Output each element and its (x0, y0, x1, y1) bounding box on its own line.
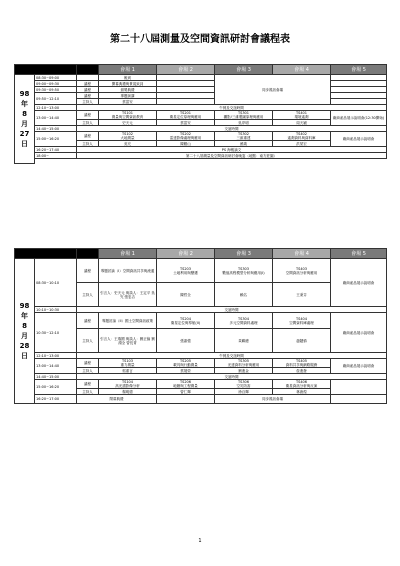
time-slot: 12:10~13:00 (35, 105, 77, 111)
room2-empty (157, 395, 215, 404)
chair: 徐百輝 (215, 389, 273, 395)
session-ts103: TS103 重力測量 (99, 359, 157, 368)
row-label: 主持人 (77, 368, 99, 374)
chair: 林唐煌 (273, 389, 331, 395)
room-header-5: 會場 5 (331, 249, 387, 259)
chair: 陳哲全 (157, 283, 215, 307)
session-ts401: TS401 環境遙測 (273, 111, 331, 120)
row-label: 主持人 (77, 99, 99, 105)
panel-hosts: 引言人：王瑞國 與談人：劉正倫 劉淵全 曾長青 (99, 329, 157, 353)
session-ts304: TS304 多元空間資料處理 (215, 313, 273, 329)
time-slot: 14:40~15:00 (35, 126, 77, 132)
time-slot: 09:50~12:10 (35, 93, 77, 105)
chair: 洪榮宏 (273, 141, 331, 147)
row-label: 主持人 (77, 329, 99, 353)
lunch-band: 午餐及交誼時間 (77, 353, 387, 359)
chair: 楊明德 (99, 389, 157, 395)
session-ts104: TS104 高光譜影像分析 (99, 380, 157, 389)
opening-event: 報到 (99, 75, 157, 81)
chair: 蔡富安 (157, 120, 215, 126)
session-ts201: TS201 衛星定位原理與應用 (157, 111, 215, 120)
chair: 郭重言 (99, 368, 157, 374)
row-label: 議程 (77, 259, 99, 283)
session-ts302: TS302 三維重建 (215, 132, 273, 141)
session-ts404: TS404 空間資料庫處理 (273, 313, 331, 329)
row-label: 議程 (77, 87, 99, 93)
day2-schedule-table (14, 248, 387, 404)
chair: 陳鶴山 (157, 141, 215, 147)
page-title: 第二十八屆測量及空間資訊研討會議程表 (110, 34, 290, 45)
chair: 周天穎 (273, 120, 331, 126)
room-header-row (15, 65, 387, 75)
break-band: 交誼時間 (77, 374, 387, 380)
row-label: 議程 (77, 359, 99, 368)
chair: 詹進發 (273, 368, 331, 374)
day2-date-label: 98 年 8 月 28 日 (15, 259, 35, 404)
exhibit-room5: 廠商產品展示說明會 (331, 359, 387, 374)
header-blank (15, 249, 77, 259)
session-ts205: TS205 載具與行動測量 (157, 359, 215, 368)
row-label: 議程 (77, 111, 99, 120)
session-ts402: TS402 遙測資料與資料庫 (273, 132, 331, 141)
opening-side-room: 同步視訊會場 (215, 75, 331, 105)
dinner-band: 第二十八屆測量及空間資訊研討會晚宴（地點：南方莊園） (77, 153, 387, 159)
session-ts202: TS202 雷達影像處理與應用 (157, 132, 215, 141)
time-slot: 12:10~13:00 (35, 353, 77, 359)
row-label: 主持人 (77, 283, 99, 307)
room-header-3: 會場 3 (215, 65, 273, 75)
time-slot: 15:00~16:20 (35, 132, 77, 147)
time-slot: 13:00~14:40 (35, 359, 77, 374)
room-header-1: 會場 1 (99, 249, 157, 259)
time-slot: 18:00~ (35, 153, 77, 159)
chair: 張嘉強 (157, 329, 215, 353)
chair: 趙鍵慎 (273, 329, 331, 353)
room-header-1: 會場 1 (99, 65, 157, 75)
chair: 賴名 (215, 283, 273, 307)
room-header-3: 會場 3 (215, 249, 273, 259)
chair: 曾仁輝 (157, 389, 215, 395)
row-label: 議程 (77, 81, 99, 87)
time-slot: 10:10~10:30 (35, 307, 77, 313)
chair: 史天元 (99, 120, 157, 126)
chair: 吳究 (99, 141, 157, 147)
row-label: 議程 (77, 380, 99, 389)
chair: 劉進金 (215, 368, 273, 374)
session-ts306: TS306 空災防害 (215, 380, 273, 389)
closing-event: 閉幕典禮 (77, 395, 157, 404)
time-slot: 08:30~10:10 (35, 259, 77, 307)
row-label: 主持人 (77, 389, 99, 395)
session-ts204: TS204 衛星定位與導航(II) (157, 313, 215, 329)
row-label: 主持人 (77, 120, 99, 126)
chair: 王秉芬 (273, 283, 331, 307)
exhibit-room5: 廠商產品展示說明會 (331, 259, 387, 307)
room5-empty (331, 395, 387, 404)
session-ts406: TS406 衛星資訊分析與反演 (273, 380, 331, 389)
room-header-5: 會場 5 (331, 65, 387, 75)
day1-date-label: 98 年 8 月 27 日 (15, 75, 35, 164)
session-ts206: TS206 地籍與工程測量 (157, 380, 215, 389)
break-band: 交誼時間 (77, 126, 387, 132)
opening-event: 頒獎典禮 (99, 87, 157, 93)
time-slot: 08:30~09:00 (35, 75, 77, 81)
session-ts303: TS303 數值高程模型分析與應用(I) (215, 259, 273, 283)
time-slot: 09:00~09:30 (35, 81, 77, 87)
lunch-band: 午餐及交誼時間 (77, 105, 387, 111)
chair: 饒義 (215, 141, 273, 147)
closing-side-room: 同步視訊會場 (215, 395, 331, 404)
time-slot: 13:00~14:40 (35, 111, 77, 126)
break-band: 交誼時間 (77, 307, 387, 313)
room-header-4: 會場 4 (273, 249, 331, 259)
session-ts405: TS405 資料共享與網路服務 (273, 359, 331, 368)
time-slot: 16:20~17:40 (35, 147, 77, 153)
chair: 吳岸明 (215, 120, 273, 126)
panel-topic: 專題討論（I）空間資訊共享與流通 (99, 259, 157, 283)
session-ts102: TS102 大地測量 (99, 132, 157, 141)
panel-topic: 專題討論（II）國土空間資訊政策 (99, 313, 157, 329)
day1-schedule-table (14, 64, 387, 164)
chair: 黃聯總 (215, 329, 273, 353)
session-ts305: TS305 光達資料分析與應用 (215, 359, 273, 368)
row-label: 議程 (77, 132, 99, 141)
room-header-2: 會場 2 (157, 249, 215, 259)
opening-chair: 蔡富安 (99, 99, 157, 105)
session-ts403: TS403 空間資訊分析與應用 (273, 259, 331, 283)
time-slot: 14:40~15:00 (35, 374, 77, 380)
row-label: 議程 (77, 93, 99, 99)
header-blank-2 (77, 249, 99, 259)
session-ts203: TS203 土地利用與變遷 (157, 259, 215, 283)
room-header-4: 會場 4 (273, 65, 331, 75)
time-slot: 15:00~16:20 (35, 380, 77, 395)
header-blank-2 (77, 65, 99, 75)
row-label: 主持人 (77, 141, 99, 147)
room5-empty (331, 380, 387, 395)
session-ts101: TS101 測量與空間資訊教育 (99, 111, 157, 120)
header-blank (15, 65, 77, 75)
exhibit-room5: 廠商產品展示說明會(12:30開始) (331, 111, 387, 126)
row-label: 議程 (77, 313, 99, 329)
session-ts301: TS301 攝影/三維製圖原理與應用 (215, 111, 273, 120)
opening-event: 專題演講 (99, 93, 157, 99)
poster-band: PS 海報論文 (77, 147, 387, 153)
time-slot: 10:30~12:10 (35, 313, 77, 353)
exhibit-room5: 廠商產品展示說明會 (331, 313, 387, 353)
opening-event: 開幕典禮與貴賓致詞 (99, 81, 157, 87)
time-slot: 09:30~09:50 (35, 87, 77, 93)
exhibit-room5: 廠商產品展示說明會 (331, 132, 387, 147)
chair: 蔡展榮 (157, 368, 215, 374)
time-slot: 16:20~17:00 (35, 395, 77, 404)
panel-hosts: 引言人：史天元 與談人：王定平 吳究 張忠吉 (99, 283, 157, 307)
room-header-2: 會場 2 (157, 65, 215, 75)
page-number: 1 (198, 538, 202, 544)
